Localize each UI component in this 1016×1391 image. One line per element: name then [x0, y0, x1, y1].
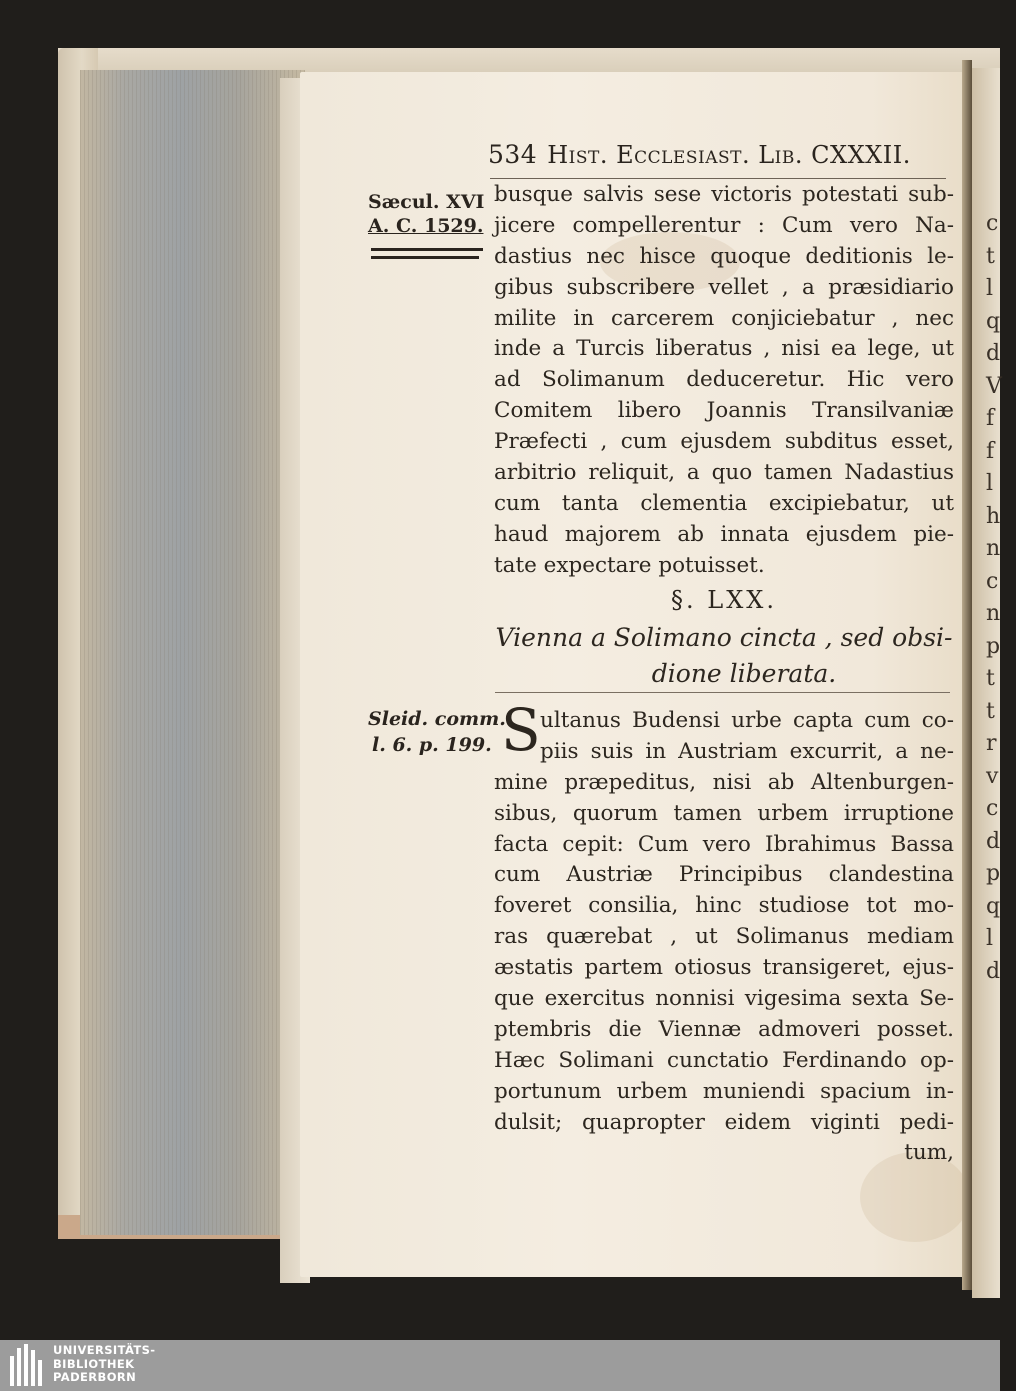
text-line: ptembris die Viennæ admoveri posset. — [494, 1016, 954, 1042]
section-title — [494, 620, 954, 692]
paragraph-1 — [494, 180, 954, 582]
library-name — [53, 1344, 155, 1385]
text-line: sibus, quorum tamen urbem irruptione — [494, 800, 954, 826]
section-number: §. LXX. — [671, 586, 777, 614]
running-head — [488, 140, 946, 176]
text-line: haud majorem ab innata ejusdem pie- — [494, 521, 954, 547]
text-line: milite in carcerem conjiciebatur , nec — [494, 305, 954, 331]
text-line: facta cepit: Cum vero Ibrahimus Bassa — [494, 831, 954, 857]
text-line: dulsit; quapropter eidem viginti pedi- — [494, 1109, 954, 1135]
text-line: foveret consilia, hinc studiose tot mo- — [494, 893, 954, 919]
section-rule — [495, 692, 950, 693]
text-line: ad Solimanum deduceretur. Hic vero — [494, 367, 954, 393]
margin-double-rule — [371, 248, 483, 251]
book-gutter — [962, 60, 972, 1290]
text-line: portunum urbem muniendi spacium in- — [494, 1078, 954, 1104]
text-line: Præfecti , cum ejusdem subditus esset, — [494, 429, 954, 455]
margin-note-source-2: l. 6. p. 199. — [372, 734, 492, 756]
margin-note-source-1: Sleid. comm. — [368, 708, 506, 730]
text-line: cum Austriæ Principibus clandestina — [494, 862, 954, 888]
paragraph-2 — [494, 706, 954, 1169]
section-title-line-2: dione liberata. — [651, 659, 837, 688]
text-line: æstatis partem otiosus transigeret, ejus- — [494, 955, 954, 981]
drop-cap: S — [501, 696, 541, 764]
section-title-line-1: Vienna a Solimano cincta , sed obsi- — [495, 623, 953, 652]
text-line: busque salvis sese victoris potestati sub- — [494, 182, 954, 207]
running-head-rule — [490, 178, 946, 179]
running-head-title: Hist. Ecclesiast. Lib. CXXXII. — [547, 141, 911, 169]
text-line: ultanus Budensi urbe capta cum co- — [540, 708, 954, 733]
text-line: Comitem libero Joannis Transilvaniæ — [494, 398, 954, 424]
text-line: dastius nec hisce quoque deditionis le- — [494, 243, 954, 269]
library-name-line-3: PADERBORN — [53, 1370, 137, 1384]
library-name-line-2: BIBLIOTHEK — [53, 1356, 135, 1371]
margin-double-rule — [371, 256, 479, 259]
facing-page-text-fragments: c t l q d V f f l h n c n p t t r v c d p q l d — [986, 211, 1002, 984]
text-line: mine præpeditus, nisi ab Altenburgen- — [494, 769, 954, 795]
library-name-line-1: UNIVERSITÄTS- — [53, 1343, 156, 1357]
text-line: tate expectare potuisset. — [494, 552, 765, 578]
text-line: cum tanta clementia excipiebatur, ut — [494, 490, 954, 516]
facing-page-edge — [972, 68, 1000, 1298]
text-line: piis suis in Austriam excurrit, a ne- — [540, 738, 954, 764]
text-line: gibus subscribere vellet , a præsidiario — [494, 274, 954, 300]
catchword: tum, — [904, 1140, 954, 1166]
margin-note-saeculum: Sæcul. XVI — [368, 191, 485, 213]
page-stack-edge — [80, 70, 305, 1235]
library-footer-bar — [0, 1340, 1000, 1391]
margin-note-year: A. C. 1529. — [368, 215, 484, 237]
text-line: Hæc Solimani cunctatio Ferdinando op- — [494, 1047, 954, 1073]
page-number: 534 — [488, 140, 538, 169]
text-line: que exercitus nonnisi vigesima sexta Se- — [494, 986, 954, 1012]
text-line: ras quærebat , ut Solimanus mediam — [494, 924, 954, 950]
text-line: arbitrio reliquit, a quo tamen Nadastius — [494, 460, 954, 486]
library-logo-icon — [8, 1344, 46, 1386]
text-line: jicere compellerentur : Cum vero Na- — [494, 212, 954, 238]
text-line: inde a Turcis liberatus , nisi ea lege, ut — [494, 336, 954, 362]
